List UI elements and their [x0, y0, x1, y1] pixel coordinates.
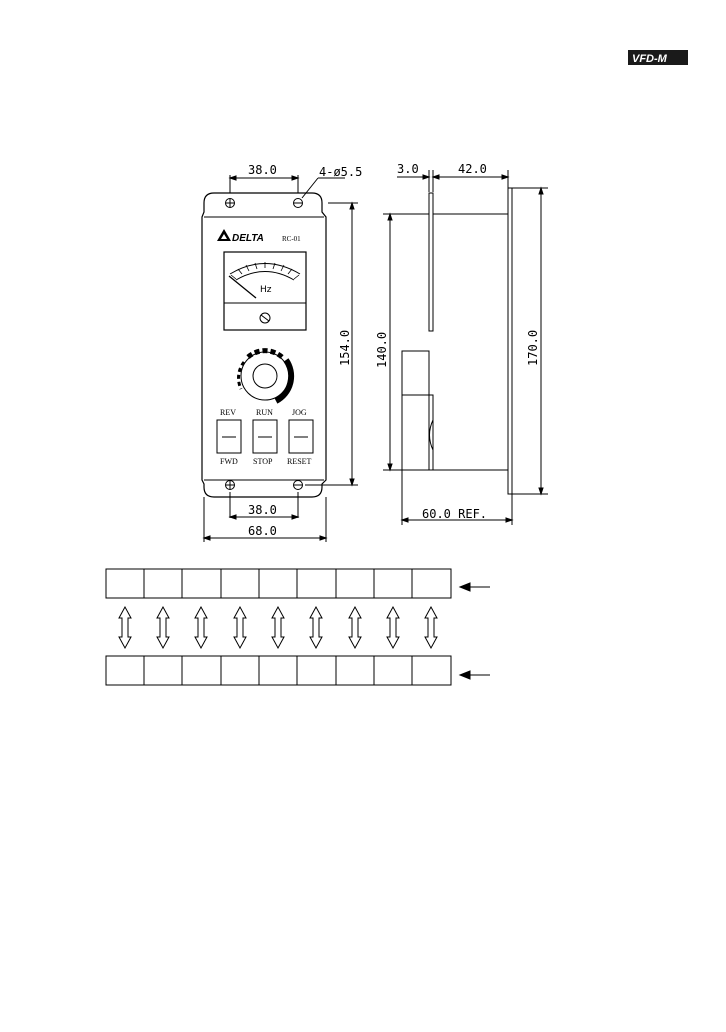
dim-outer-height: 170.0 [526, 329, 540, 366]
meter-needle [229, 276, 256, 298]
meter-unit-label: Hz [260, 285, 272, 295]
button-label-stop: STOP [253, 457, 273, 466]
model-label: RC-01 [282, 235, 301, 243]
button-rev-fwd[interactable] [217, 420, 241, 453]
double-arrow-icon [310, 607, 322, 648]
button-label-fwd: FWD [220, 457, 238, 466]
double-arrow-icon [119, 607, 131, 648]
double-arrow-icon [195, 607, 207, 648]
dim-front-width: 68.0 [248, 524, 277, 538]
brand-badge [628, 50, 688, 65]
button-label-run: RUN [256, 408, 273, 417]
cells-table [106, 569, 490, 685]
button-label-reset: RESET [287, 457, 312, 466]
dim-bottom-hole-spacing: 38.0 [248, 503, 277, 517]
button-label-rev: REV [220, 408, 236, 417]
button-label-jog: JOG [292, 408, 307, 417]
button-jog-reset[interactable] [289, 420, 313, 453]
top-row [106, 569, 451, 598]
button-run-stop[interactable] [253, 420, 277, 453]
double-arrow-icon [349, 607, 361, 648]
double-arrow-icon [425, 607, 437, 648]
double-arrows [119, 607, 437, 648]
double-arrow-icon [387, 607, 399, 648]
dim-holes: 4-ø5.5 [319, 165, 363, 179]
dim-front-height: 154.0 [338, 329, 352, 366]
dim-top-hole-spacing: 38.0 [248, 163, 277, 177]
speed-knob[interactable] [239, 351, 292, 401]
dim-panel-thickness: 3.0 [397, 162, 419, 176]
dim-side-depth: 42.0 [458, 162, 487, 176]
front-view [202, 175, 358, 542]
double-arrow-icon [234, 607, 246, 648]
double-arrow-icon [157, 607, 169, 648]
side-view [383, 170, 548, 525]
brand-badge-text: VFD-M [632, 53, 667, 65]
dim-inner-height: 140.0 [375, 331, 389, 368]
logo-text: DELTA [232, 233, 264, 244]
double-arrow-icon [272, 607, 284, 648]
dim-depth-ref: 60.0 REF. [422, 507, 488, 521]
bottom-row [106, 656, 451, 685]
